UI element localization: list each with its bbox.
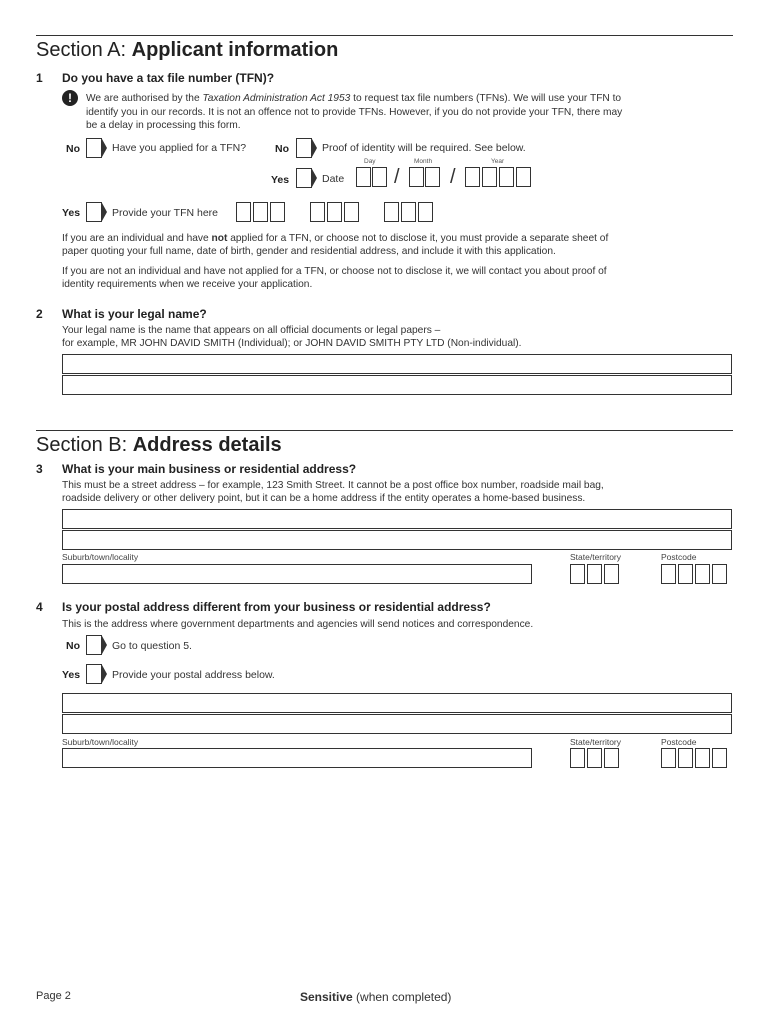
q1-paragraph-non-individual: If you are not an individual and have not applied for a TFN, or choose not to disclose it, we will contact you about proof of identity requirements when we receive your application.: [62, 266, 607, 290]
q4-state-box[interactable]: [604, 748, 619, 768]
q4-description: This is the address where government departments and agencies will send notices and correspondence.: [62, 619, 534, 630]
q3-suburb-label: Suburb/town/locality: [62, 552, 139, 562]
tfn-digit[interactable]: [270, 202, 285, 222]
q1-applied-no-note: Proof of identity will be required. See below.: [322, 142, 526, 154]
q3-postcode-box[interactable]: [678, 564, 693, 584]
tfn-digit[interactable]: [418, 202, 433, 222]
q3-state-box[interactable]: [570, 564, 585, 584]
section-a-rule: [36, 35, 733, 36]
q1-applied-no-label: No: [275, 143, 289, 155]
sensitivity-marking: Sensitive (when completed): [300, 990, 452, 1004]
q4-state-box[interactable]: [587, 748, 602, 768]
q4-postcode-box[interactable]: [678, 748, 693, 768]
arrow-icon: [102, 665, 107, 683]
q3-postcode-box[interactable]: [661, 564, 676, 584]
q4-no-checkbox[interactable]: [86, 635, 102, 655]
q4-no-label: No: [66, 640, 80, 652]
arrow-icon: [102, 636, 107, 654]
arrow-icon: [312, 139, 317, 157]
q3-state-box[interactable]: [604, 564, 619, 584]
day-caption: Day: [364, 158, 376, 165]
q4-state-label: State/territory: [570, 737, 622, 747]
postal-address-line-1[interactable]: [62, 693, 732, 713]
q4-postcode-box[interactable]: [712, 748, 727, 768]
q1-privacy-notice: We are authorised by the Taxation Administration Act 1953 to request tax file numbers (TFNs). We will use your TFN to identify you in our records. It is not an offence not to provide TFNs. However, if you do not provide your TFN, there may be a delay in processing this form.: [86, 93, 623, 131]
legal-name-line-2[interactable]: [62, 375, 732, 395]
section-b-title: Section B: Address details: [36, 434, 282, 456]
q1-applied-no-checkbox[interactable]: [296, 138, 312, 158]
q3-question: What is your main business or residential address?: [62, 462, 357, 476]
date-day-digit-1[interactable]: [356, 167, 371, 187]
month-caption: Month: [414, 158, 433, 165]
q1-question: Do you have a tax file number (TFN)?: [62, 71, 275, 85]
q4-state-box[interactable]: [570, 748, 585, 768]
date-year-digit-4[interactable]: [516, 167, 531, 187]
q2-description: Your legal name is the name that appears on all official documents or legal papers – for example, MR JOHN DAVID SMITH (Individual); or JOHN DAVID SMITH PTY LTD (Non-individual).: [62, 325, 522, 349]
arrow-icon: [312, 169, 317, 187]
date-month-digit-2[interactable]: [425, 167, 440, 187]
year-caption: Year: [491, 158, 505, 165]
q4-question: Is your postal address different from your business or residential address?: [62, 600, 491, 614]
arrow-icon: [102, 139, 107, 157]
q4-postcode-label: Postcode: [661, 737, 697, 747]
q1-applied-yes-checkbox[interactable]: [296, 168, 312, 188]
q1-no-label: No: [66, 143, 80, 155]
q2-number: 2: [36, 307, 43, 321]
q1-number: 1: [36, 71, 43, 85]
q3-state-label: State/territory: [570, 552, 622, 562]
section-a-title: Section A: Applicant information: [36, 39, 339, 61]
q2-question: What is your legal name?: [62, 307, 207, 321]
q4-suburb-label: Suburb/town/locality: [62, 737, 139, 747]
date-separator: /: [450, 166, 456, 188]
q1-yes-checkbox[interactable]: [86, 202, 102, 222]
tfn-digit[interactable]: [310, 202, 325, 222]
tfn-digit[interactable]: [236, 202, 251, 222]
date-year-digit-2[interactable]: [482, 167, 497, 187]
q3-number: 3: [36, 462, 43, 476]
q3-postcode-box[interactable]: [695, 564, 710, 584]
q4-postcode-box[interactable]: [661, 748, 676, 768]
tfn-digit[interactable]: [384, 202, 399, 222]
q3-description: This must be a street address – for example, 123 Smith Street. It cannot be a post office box number, roadside mail bag, roadside delivery or other delivery point, but it can be a home address if the entity operates a home-based business.: [62, 480, 604, 504]
business-address-line-2[interactable]: [62, 530, 732, 550]
q1-no-checkbox[interactable]: [86, 138, 102, 158]
q3-suburb-field[interactable]: [62, 564, 532, 584]
section-b-rule: [36, 430, 733, 431]
q4-yes-label: Yes: [62, 669, 81, 681]
tfn-digit[interactable]: [344, 202, 359, 222]
q4-postcode-box[interactable]: [695, 748, 710, 768]
q4-yes-note: Provide your postal address below.: [112, 669, 275, 681]
q3-postcode-box[interactable]: [712, 564, 727, 584]
date-year-digit-1[interactable]: [465, 167, 480, 187]
q1-paragraph-individual: If you are an individual and have not applied for a TFN, or choose not to disclose it, you must provide a separate sheet of paper quoting your full name, date of birth, gender and residential address, and include it with this application.: [62, 233, 609, 257]
q4-suburb-field[interactable]: [62, 748, 532, 768]
q4-number: 4: [36, 600, 43, 614]
tfn-digit[interactable]: [253, 202, 268, 222]
tfn-digit[interactable]: [327, 202, 342, 222]
q4-no-note: Go to question 5.: [112, 640, 192, 652]
q1-provide-tfn: Provide your TFN here: [112, 207, 219, 219]
business-address-line-1[interactable]: [62, 509, 732, 529]
q3-state-box[interactable]: [587, 564, 602, 584]
q1-applied-question: Have you applied for a TFN?: [112, 142, 247, 154]
q1-applied-yes-label: Yes: [271, 174, 290, 186]
date-year-digit-3[interactable]: [499, 167, 514, 187]
q1-date-label: Date: [322, 173, 345, 185]
q1-yes-label: Yes: [62, 207, 81, 219]
arrow-icon: [102, 203, 107, 221]
page-number: Page 2: [36, 990, 71, 1002]
legal-name-line-1[interactable]: [62, 354, 732, 374]
postal-address-line-2[interactable]: [62, 714, 732, 734]
tfn-digit[interactable]: [401, 202, 416, 222]
date-month-digit-1[interactable]: [409, 167, 424, 187]
q4-yes-checkbox[interactable]: [86, 664, 102, 684]
date-separator: /: [394, 166, 400, 188]
q3-postcode-label: Postcode: [661, 552, 697, 562]
exclamation-icon: !: [62, 90, 78, 106]
date-day-digit-2[interactable]: [372, 167, 387, 187]
